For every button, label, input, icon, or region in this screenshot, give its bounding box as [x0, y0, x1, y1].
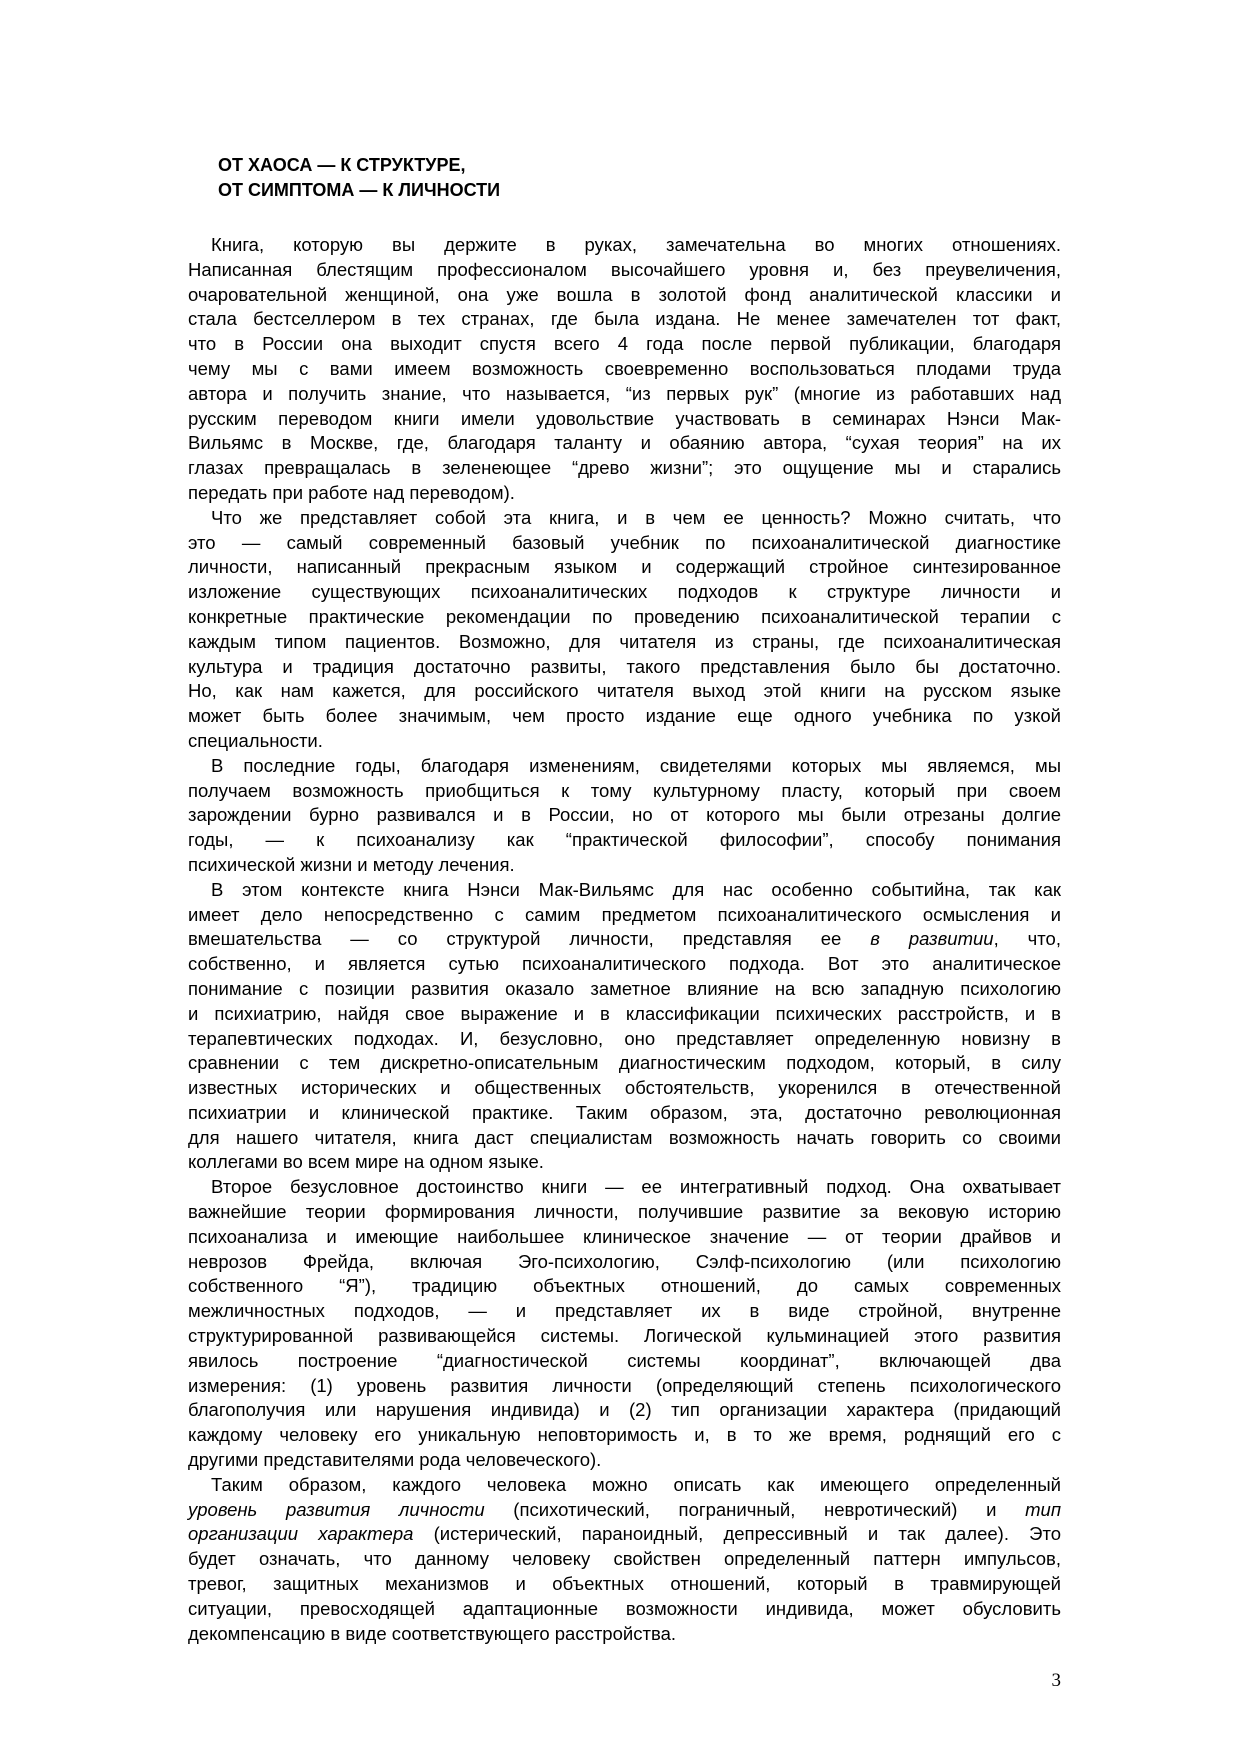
text-line: коллегами во всем мире на одном языке.	[188, 1151, 544, 1173]
body-text	[188, 233, 1061, 1646]
text-line: зарождении бурно развивался и в России, но от которого мы были отрезаны долгие	[188, 804, 1061, 826]
text-line: получаем возможность приобщиться к тому культурному пласту, который при своем	[188, 779, 1061, 801]
text-line: автора и получить знание, что называется, “из первых рук” (многие из работавших над	[188, 382, 1061, 404]
italic-text: уровень развития личности	[188, 1498, 485, 1520]
text-line: что в России она выходит спустя всего 4 года после первой публикации, благодаря	[188, 333, 1061, 355]
text-line: конкретные практические рекомендации по проведению психоаналитической терапии с	[188, 605, 1061, 627]
text-line: очаровательной женщиной, она уже вошла в золотой фонд аналитической классики и	[188, 283, 1061, 305]
text-line: ситуации, превосходящей адаптационные возможности индивида, может обусловить	[188, 1597, 1061, 1619]
paragraph	[188, 233, 1061, 506]
text-line: Таким образом, каждого человека можно описать как имеющего определенный	[211, 1473, 1061, 1495]
text-line: сравнении с тем дискретно-описательным диагностическим подходом, который, в силу	[188, 1052, 1061, 1074]
text-line: декомпенсацию в виде соответствующего расстройства.	[188, 1622, 676, 1644]
chapter-title-line: ОТ ХАОСА — К СТРУКТУРЕ,	[218, 155, 466, 175]
text-line: важнейшие теории формирования личности, получившие развитие за вековую историю	[188, 1201, 1061, 1223]
text-line: структурированной развивающейся системы. Логической кульминацией этого развития	[188, 1325, 1061, 1347]
text-line: тревог, защитных механизмов и объектных отношений, который в травмирующей	[188, 1573, 1061, 1595]
text-line: Второе безусловное достоинство книги — ее интегративный подход. Она охватывает	[211, 1176, 1061, 1198]
chapter-title-line: ОТ СИМПТОМА — К ЛИЧНОСТИ	[218, 180, 501, 200]
paragraph	[188, 1175, 1061, 1473]
italic-text: в развитии	[870, 928, 994, 950]
text-line: изложение существующих психоаналитических подходов к структуре личности и	[188, 581, 1061, 603]
text-line: передать при работе над переводом).	[188, 481, 515, 503]
text-line: каждому человеку его уникальную неповторимость и, в то же время, роднящий его с	[188, 1424, 1061, 1446]
paragraph	[188, 506, 1061, 754]
text-line: психиатрии и клинической практике. Таким образом, эта, достаточно революционная	[188, 1101, 1061, 1123]
italic-text: организации характера	[188, 1523, 414, 1545]
text-line: стала бестселлером в тех странах, где была издана. Не менее замечателен тот факт,	[188, 308, 1061, 330]
text-line: культура и традиция достаточно развиты, такого представления было бы достаточно.	[188, 655, 1061, 677]
text-line: чему мы с вами имеем возможность своевременно воспользоваться плодами труда	[188, 357, 1061, 379]
text-segment: (истерический, параноидный, депрессивный и так далее). Это	[413, 1523, 1061, 1545]
text-segment: (психотический, пограничный, невротический) и	[484, 1498, 1026, 1520]
text-line: имеет дело непосредственно с самим предметом психоаналитического осмысления и	[188, 903, 1061, 925]
text-line: Книга, которую вы держите в руках, замечательна во многих отношениях.	[211, 234, 1061, 255]
text-line: личности, написанный прекрасным языком и содержащий стройное синтезированное	[188, 556, 1061, 578]
text-line: Что же представляет собой эта книга, и в чем ее ценность? Можно считать, что	[211, 506, 1061, 528]
text-line: собственного “Я”), традицию объектных отношений, до самых современных	[188, 1275, 1061, 1297]
text-line: другими представителями рода человеческого).	[188, 1449, 602, 1471]
text-line: глазах превращалась в зеленеющее “древо жизни”; это ощущение мы и старались	[188, 457, 1061, 479]
text-line: и психиатрию, найдя свое выражение и в классификации психических расстройств, и в	[188, 1002, 1061, 1024]
text-line: для нашего читателя, книга даст специалистам возможность начать говорить со своими	[188, 1126, 1061, 1148]
text-line: благополучия или нарушения индивида) и (2) тип организации характера (придающий	[188, 1399, 1061, 1421]
text-line: будет означать, что данному человеку свойствен определенный паттерн импульсов,	[188, 1548, 1061, 1570]
text-line: каждым типом пациентов. Возможно, для читателя из страны, где психоаналитическая	[188, 630, 1061, 652]
text-line: годы, — к психоанализу как “практической философии”, способу понимания	[188, 829, 1061, 851]
text-line	[188, 927, 1061, 952]
text-line: В этом контексте книга Нэнси Мак-Вильямс для нас особенно событийна, так как	[211, 878, 1061, 900]
text-line	[188, 1522, 1061, 1547]
text-line: собственно, и является сутью психоаналитического подхода. Вот это аналитическое	[188, 953, 1061, 975]
italic-text: тип	[1025, 1498, 1062, 1520]
text-line: неврозов Фрейда, включая Эго-психологию, Сэлф-психологию (или психологию	[188, 1250, 1061, 1272]
text-line: Но, как нам кажется, для российского читателя выход этой книги на русском языке	[188, 680, 1061, 702]
chapter-title	[218, 153, 500, 203]
text-segment: вмешательства — со структурой личности, представляя ее	[188, 928, 871, 950]
text-line: психической жизни и методу лечения.	[188, 853, 515, 875]
text-line: терапевтических подходах. И, безусловно, оно представляет определенную новизну в	[188, 1027, 1061, 1049]
paragraph	[188, 754, 1061, 878]
text-line: психоанализа и имеющие наибольшее клиническое значение — от теории драйвов и	[188, 1225, 1061, 1247]
paragraph	[188, 1473, 1061, 1647]
text-line: понимание с позиции развития оказало заметное влияние на всю западную психологию	[188, 977, 1061, 999]
text-line: измерения: (1) уровень развития личности (определяющий степень психологического	[188, 1374, 1061, 1396]
text-line: Написанная блестящим профессионалом высочайшего уровня и, без преувеличения,	[188, 258, 1061, 280]
text-line	[188, 1498, 1061, 1523]
text-segment: , что,	[993, 928, 1061, 950]
text-line: явилось построение “диагностической системы координат”, включающей два	[188, 1349, 1061, 1371]
text-line: это — самый современный базовый учебник по психоаналитической диагностике	[188, 531, 1061, 553]
text-line: известных исторических и общественных обстоятельств, укоренился в отечественной	[188, 1077, 1061, 1099]
paragraph	[188, 878, 1061, 1176]
text-line: специальности.	[188, 729, 323, 751]
text-line: В последние годы, благодаря изменениям, свидетелями которых мы являемся, мы	[211, 754, 1061, 776]
text-line: может быть более значимым, чем просто издание еще одного учебника по узкой	[188, 705, 1061, 727]
text-line: Вильямс в Москве, где, благодаря таланту и обаянию автора, “сухая теория” на их	[188, 432, 1061, 454]
text-line: межличностных подходов, — и представляет их в виде стройной, внутренне	[188, 1300, 1061, 1322]
page-number: 3	[1051, 1670, 1061, 1691]
text-line: русским переводом книги имели удовольствие участвовать в семинарах Нэнси Мак-	[188, 407, 1061, 429]
